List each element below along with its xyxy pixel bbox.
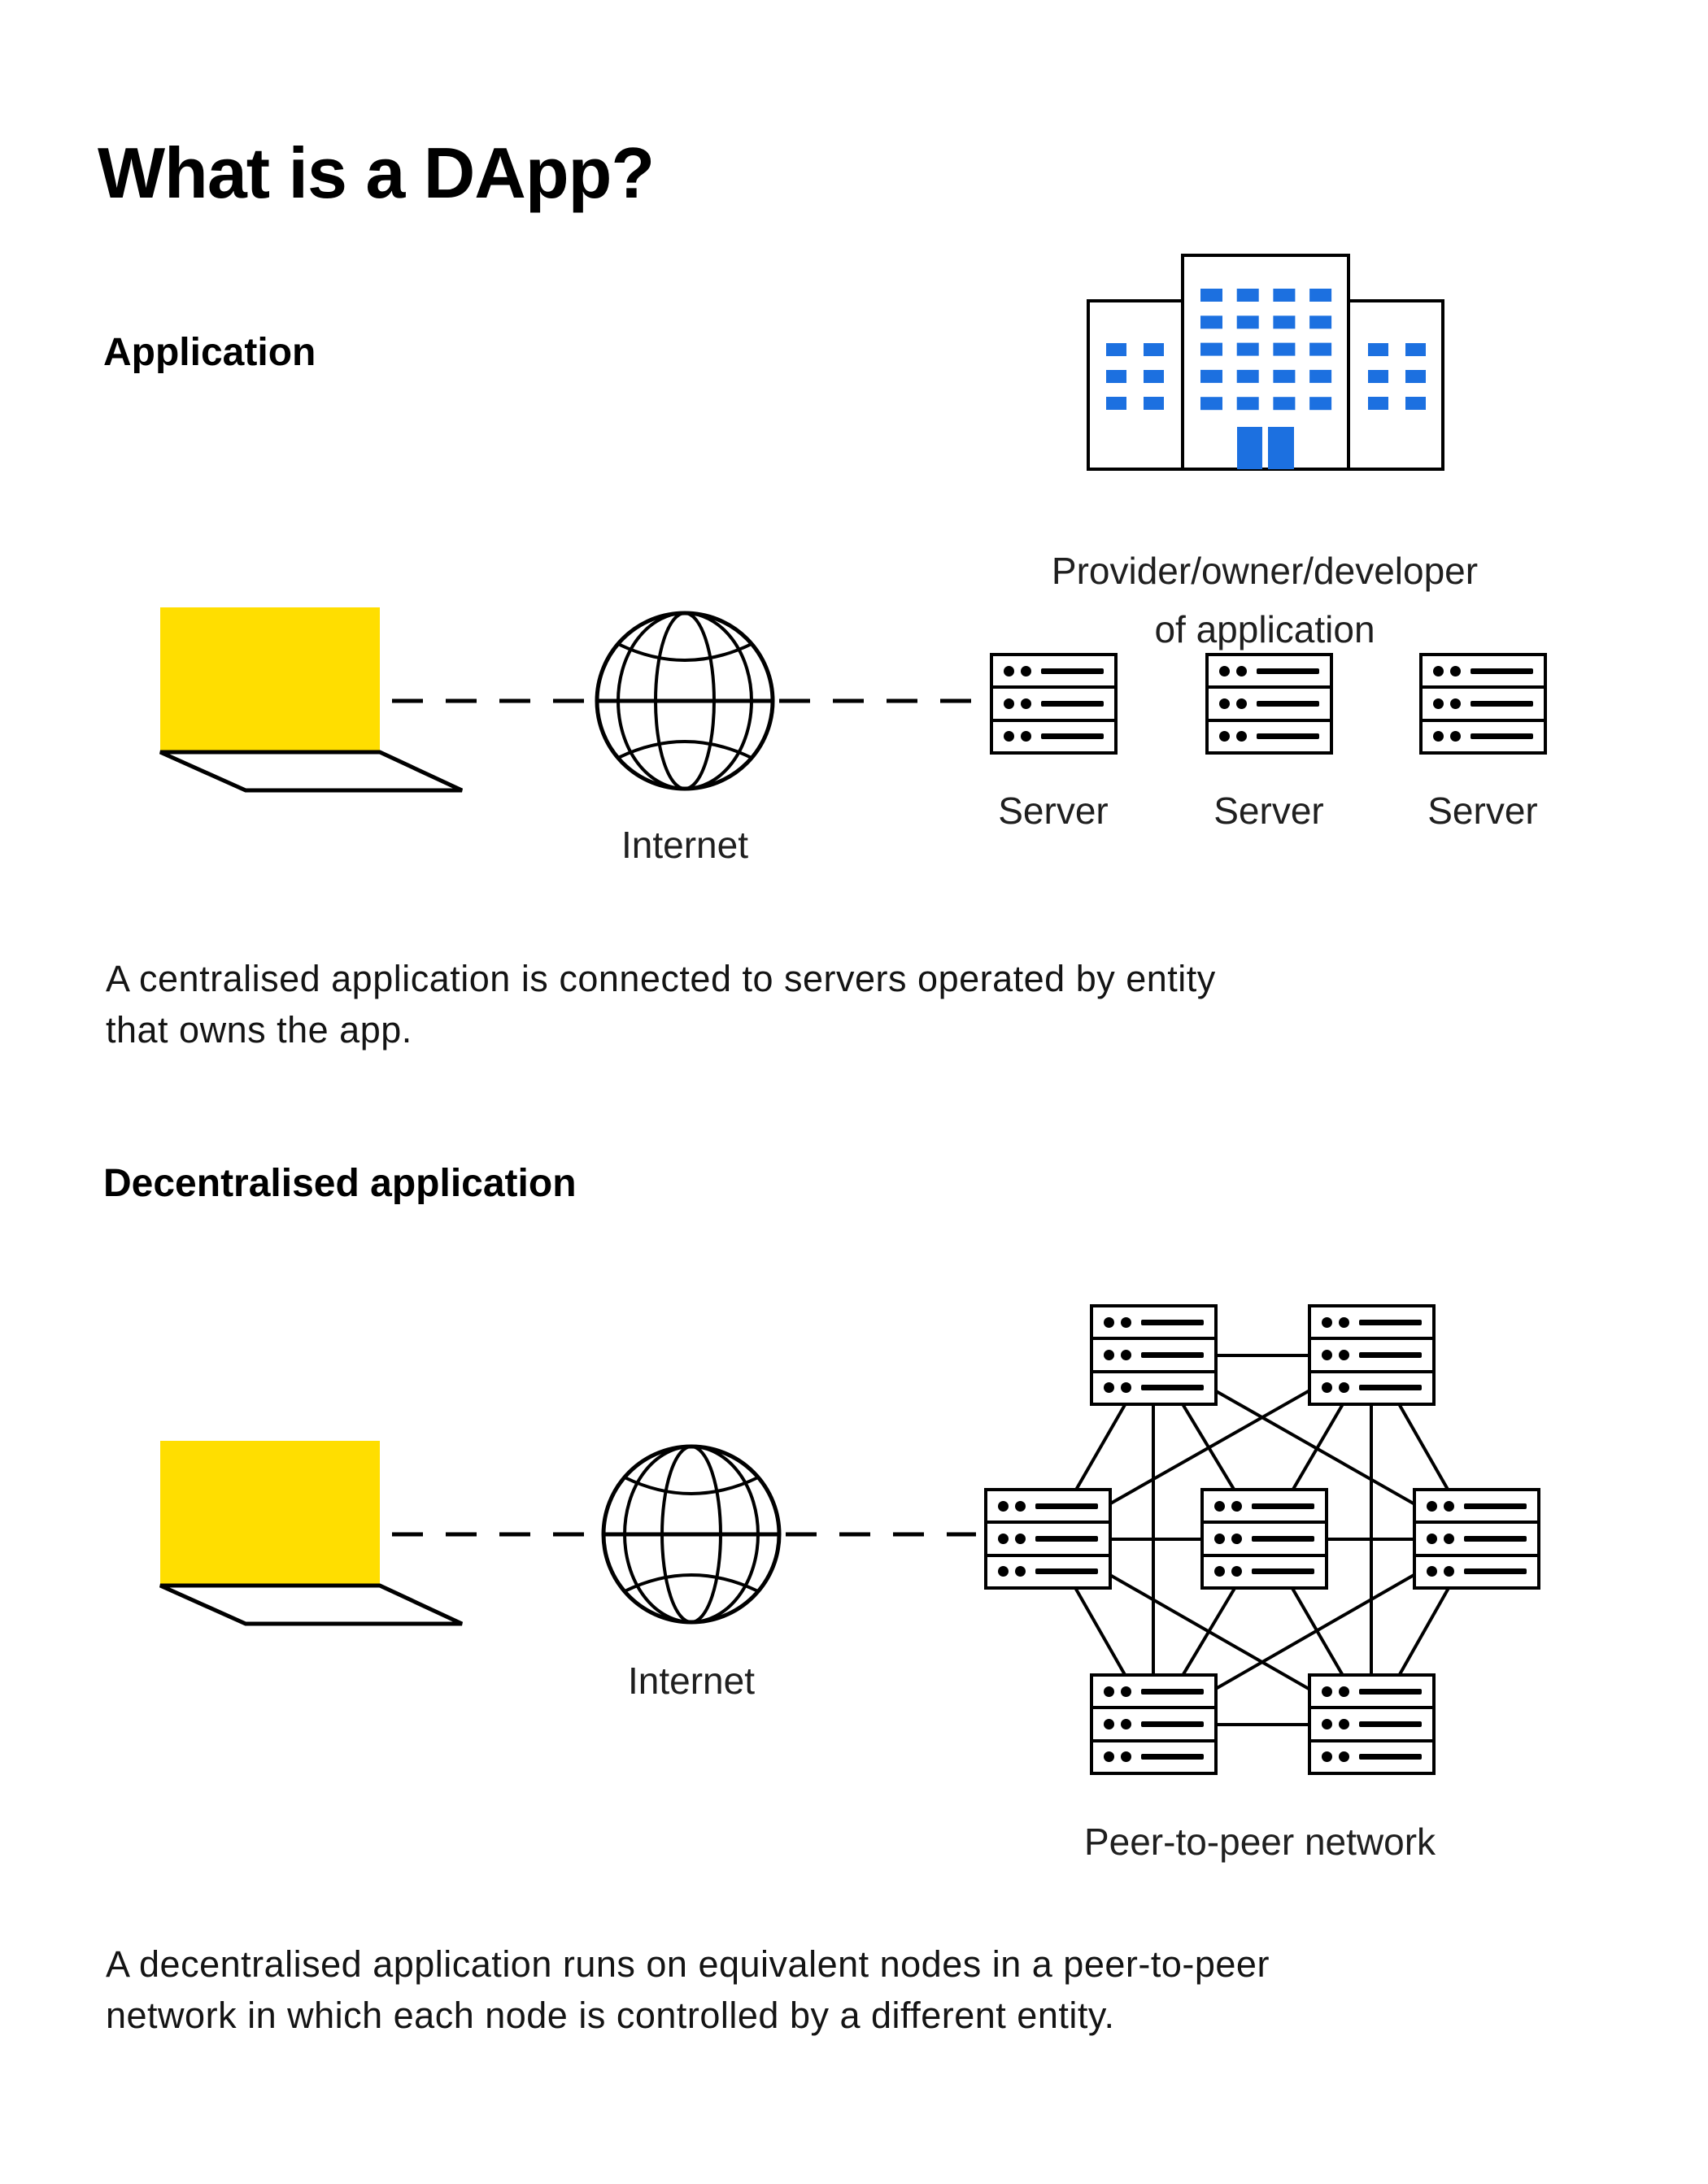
internet-label: Internet <box>621 824 748 866</box>
server-icon <box>1419 653 1547 755</box>
page-title: What is a DApp? <box>98 133 655 213</box>
peer-to-peer-network-label: Peer-to-peer network <box>1083 1821 1436 1863</box>
server-icon <box>990 653 1118 755</box>
server-icon <box>1205 653 1333 755</box>
server-label: Server <box>1427 790 1538 832</box>
building-windows <box>1106 289 1426 469</box>
caption-centralised-line1: A centralised application is connected to servers operated by entity <box>106 958 1216 999</box>
server-icon <box>1308 1673 1436 1775</box>
server-icon <box>1413 1488 1540 1590</box>
server-label: Server <box>998 790 1109 832</box>
server-label: Server <box>1213 790 1324 832</box>
caption-decentralised-line1: A decentralised application runs on equivalent nodes in a peer-to-peer <box>106 1943 1270 1985</box>
server-icon <box>1090 1304 1218 1406</box>
provider-label-line1: Provider/owner/developer <box>1051 550 1479 592</box>
caption-centralised-line2: that owns the app. <box>106 1009 412 1051</box>
globe-icon <box>597 613 773 789</box>
server-icon <box>1090 1673 1218 1775</box>
provider-label-line2: of application <box>1154 608 1375 650</box>
section-heading-decentralised: Decentralised application <box>103 1162 577 1205</box>
building-icon <box>1088 255 1443 469</box>
server-icon <box>1308 1304 1436 1406</box>
caption-centralised <box>106 953 1216 1055</box>
section-heading-application: Application <box>103 331 316 374</box>
internet-label: Internet <box>628 1660 755 1702</box>
globe-icon <box>603 1447 779 1622</box>
server-icon <box>1200 1488 1328 1590</box>
server-icon <box>984 1488 1112 1590</box>
provider-label <box>948 542 1582 659</box>
caption-decentralised <box>106 1938 1270 2041</box>
caption-decentralised-line2: network in which each node is controlled by a different entity. <box>106 1995 1115 2036</box>
